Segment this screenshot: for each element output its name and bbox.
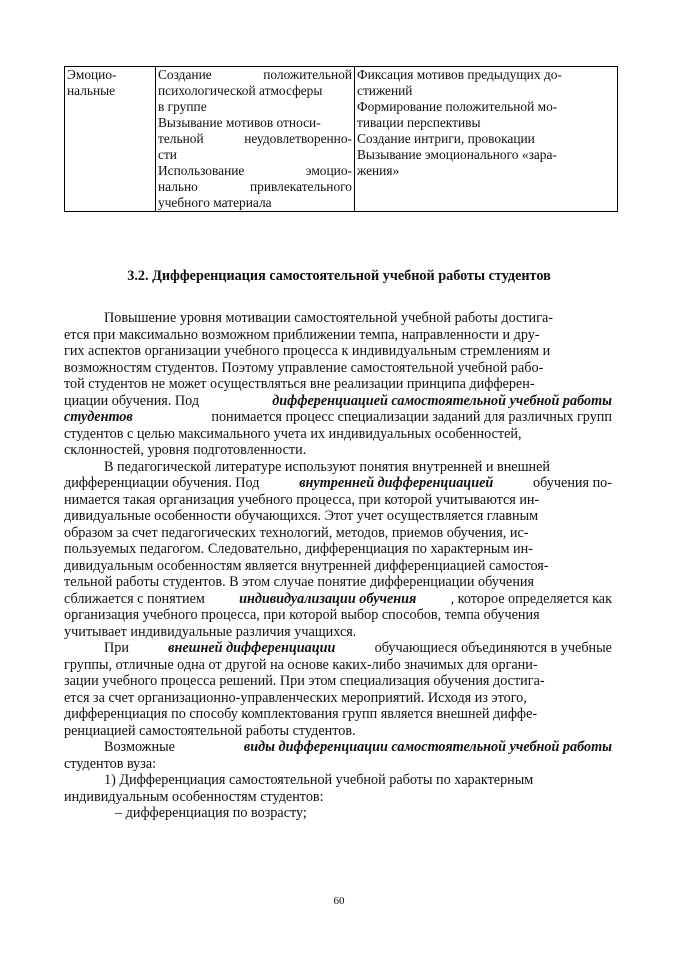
text-line: группы, отличные одна от другой на основе каких-либо значимых для органи- bbox=[64, 656, 538, 673]
cell-line: Использование эмоцио- bbox=[158, 163, 352, 178]
term-emphasis: студентов bbox=[64, 409, 133, 425]
term-emphasis: индивидуализации обучения bbox=[239, 590, 417, 607]
text-line: дивидуальным особенностям является внутренней дифференциацией самостоя- bbox=[64, 557, 549, 574]
motivation-methods-table bbox=[64, 66, 618, 212]
text-line: пользуемых педагогом. Следовательно, дифференциация по характерным ин- bbox=[64, 541, 533, 557]
text-line: ренциацией самостоятельной работы студентов. bbox=[64, 722, 356, 739]
text-line: склонностей, уровня подготовленности. bbox=[64, 442, 307, 458]
text-line: нимается такая организация учебного процесса, при которой учитываются ин- bbox=[64, 491, 540, 508]
term-emphasis: внутренней дифференциацией bbox=[299, 475, 494, 491]
text-line: сближается с понятием индивидуализации обучения , которое определяется как bbox=[64, 590, 612, 607]
text-line: 1) Дифференциация самостоятельной учебной работы по характерным bbox=[104, 772, 534, 788]
text-line: дивидуальные особенности обучающихся. Этот учет осуществляется главным bbox=[64, 508, 539, 524]
text-line: студентов понимается процесс специализации заданий для различных групп bbox=[64, 409, 612, 425]
term-emphasis: дифференциацией самостоятельной учебной работы bbox=[272, 392, 612, 409]
cell-line: Создание положительной bbox=[158, 67, 352, 82]
table-cell-methods: Создание положительной психологической атмосферы в группе Вызывание мотивов относи- тельной неудовлетворенно- сти Использование эмоцио- нально привлекательного учебного материала bbox=[156, 67, 355, 212]
table-row bbox=[65, 67, 618, 212]
text-line: образом за счет педагогических технологий, методов, приемов обучения, ис- bbox=[64, 524, 529, 541]
text-line: гих аспектов организации учебного процесса к индивидуальным стремлениям и bbox=[64, 343, 551, 359]
section-title: 3.2. Дифференциация самостоятельной учебной работы студентов bbox=[127, 268, 551, 284]
cell-line: тельной неудовлетворенно- bbox=[158, 131, 352, 146]
text-line: дифференциации обучения. Под внутренней дифференциацией обучения по- bbox=[64, 475, 612, 491]
text-line: Возможные виды дифференциации самостоятельной учебной работы bbox=[104, 739, 612, 755]
text-line: Повышение уровня мотивации самостоятельной учебной работы достига- bbox=[104, 310, 553, 326]
text-line: ется при максимально возможном приближении темпа, направленности и дру- bbox=[64, 326, 540, 343]
text-line: индивидуальным особенностям студентов: bbox=[64, 788, 324, 805]
text-line: зации учебного процесса решений. При этом специализация обучения достига- bbox=[64, 673, 545, 689]
text-line: циации обучения. Под дифференциацией самостоятельной учебной работы bbox=[64, 392, 612, 409]
text-line: студентов вуза: bbox=[64, 755, 157, 772]
page-number: 60 bbox=[333, 895, 345, 907]
table-cell-techniques: Фиксация мотивов предыдущих до- стижений Формирование положительной мо- тивации перспективы Создание интриги, провокации Вызывание эмоционального «зара- жения» bbox=[355, 67, 618, 212]
text-line: – дифференциация по возрасту; bbox=[115, 805, 307, 821]
text-line: При внешней дифференциации обучающиеся объединяются в учебные bbox=[104, 640, 612, 656]
text-line: тельной работы студентов. В этом случае понятие дифференциации обучения bbox=[64, 574, 535, 590]
text-line: учитывает индивидуальные различия учащихся. bbox=[64, 623, 357, 640]
term-emphasis: внешней дифференциации bbox=[168, 640, 336, 656]
text-line: В педагогической литературе используют понятия внутренней и внешней bbox=[104, 458, 550, 475]
cell-line: нально привлекательного bbox=[158, 179, 352, 194]
term-emphasis: виды дифференциации самостоятельной учебной работы bbox=[243, 739, 612, 755]
text-line: возможностям студентов. Поэтому управление самостоятельной учебной рабо- bbox=[64, 359, 544, 376]
table-cell-category: Эмоцио- нальные bbox=[65, 67, 156, 212]
text-line: ется за счет организационно-управленческих мероприятий. Исходя из этого, bbox=[64, 689, 527, 706]
body-text bbox=[64, 310, 612, 822]
text-line: той студентов не может осуществляться вне реализации принципа дифферен- bbox=[64, 376, 535, 392]
text-line: организация учебного процесса, при которой выбор способов, темпа обучения bbox=[64, 607, 540, 623]
text-line: дифференциация по способу комплектования групп является внешней диффе- bbox=[64, 706, 538, 722]
text-line: студентов с целью максимального учета их индивидуальных особенностей, bbox=[64, 425, 522, 442]
